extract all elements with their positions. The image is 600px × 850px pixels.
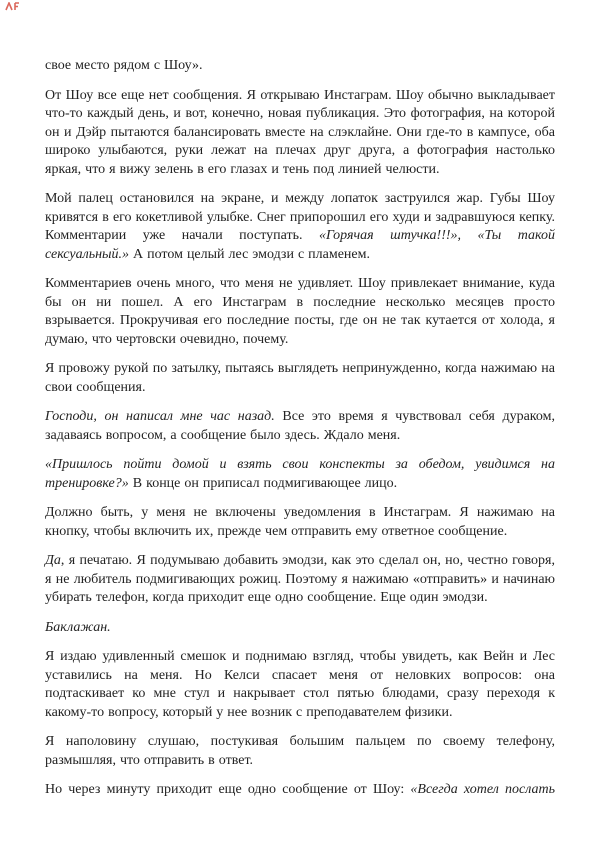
text-run-italic: «Пришлось пойти домой и взять свои конспекты за обедом, увидимся на тренировке?»: [45, 457, 555, 491]
paragraph-12: [45, 733, 555, 770]
text-run-italic: «Всегда хотел послать: [410, 782, 555, 797]
paragraph-5: [45, 360, 555, 397]
paragraph-1: [45, 57, 555, 76]
text-run-italic: «Горячая штучка!!!», «Ты такой сексуальный.»: [45, 228, 556, 262]
text-run: Мой палец остановился на экране, и между лопаток заструился жар. Губы Шоу кривятся в его кокетливой улыбке. Снег припорошил его худи и задравшуюся кепку. Комментарии уже начали поступать.: [45, 191, 555, 243]
text-run: Комментариев очень много, что меня не удивляет. Шоу привлекает внимание, куда бы он ни пошел. А его Инстаграм в последние несколько месяцев просто взрывается. Прокручивая его последние посты, где он не так кутается от холода, я думаю, что чертовски очевидно, почему.: [45, 276, 555, 347]
text-run: свое место рядом с Шоу».: [45, 58, 203, 73]
paragraph-2: [45, 87, 555, 180]
paragraph-7: [45, 456, 555, 493]
text-run: Но через минуту приходит еще одно сообщение от Шоу:: [45, 782, 411, 797]
paragraph-10: [45, 619, 555, 638]
paragraph-11: [45, 648, 555, 722]
text-run-italic: Да: [45, 553, 61, 568]
paragraph-13: [45, 781, 555, 800]
text-run: Я наполовину слушаю, постукивая большим пальцем по своему телефону, размышляя, что отправить в ответ.: [45, 734, 555, 768]
text-run: В конце он приписал подмигивающее лицо.: [128, 475, 398, 491]
text-run: А потом целый лес эмодзи с пламенем.: [129, 246, 371, 262]
paragraph-3: [45, 190, 555, 264]
paragraph-8: [45, 504, 555, 541]
text-run: , я печатаю. Я подумываю добавить эмодзи, как это сделал он, но, честно говоря, я не любитель подмигивающих рожиц. Поэтому я нажимаю «отправить» и начинаю убирать телефон, когда приходит еще одно сообщение. Еще один эмодзи.: [45, 553, 555, 605]
text-run: Я провожу рукой по затылку, пытаясь выглядеть непринужденно, когда нажимаю на свои сообщения.: [45, 361, 555, 395]
text-run-italic: Баклажан.: [45, 619, 111, 635]
text-run-italic: Господи, он написал мне час назад.: [45, 409, 275, 424]
text-run: От Шоу все еще нет сообщения. Я открываю Инстаграм. Шоу обычно выкладывает что-то каждый день, и вот, конечно, новая публикация. Это фотография, на которой он и Дэйр пытаются балансировать вместе на слэклайне. Они где-то в кампусе, оба широко улыбаются, руки лежат на плечах друг друга, а фотография настолько яркая, что я вижу зелень в его глазах и тень под линией челюсти.: [45, 87, 555, 177]
paragraph-6: [45, 408, 555, 445]
text-run: Все это время я чувствовал себя дураком, задаваясь вопросом, а сообщение было здесь. Ждало меня.: [45, 409, 555, 443]
corner-red-mark-icon: [5, 2, 21, 12]
text-run: Должно быть, у меня не включены уведомления в Инстаграм. Я нажимаю на кнопку, чтобы включить их, прежде чем отправить ему ответное сообщение.: [45, 505, 555, 539]
paragraph-9: [45, 552, 555, 608]
paragraph-4: [45, 275, 555, 349]
text-run: Я издаю удивленный смешок и поднимаю взгляд, чтобы увидеть, как Вейн и Лес уставились на меня. Но Келси спасает меня от неловких вопросов: она подтаскивает ко мне стул и накрывает стол пятью блюдами, сразу переходя к какому-то вопросу, который у нее возник с преподавателем физики.: [45, 649, 555, 720]
